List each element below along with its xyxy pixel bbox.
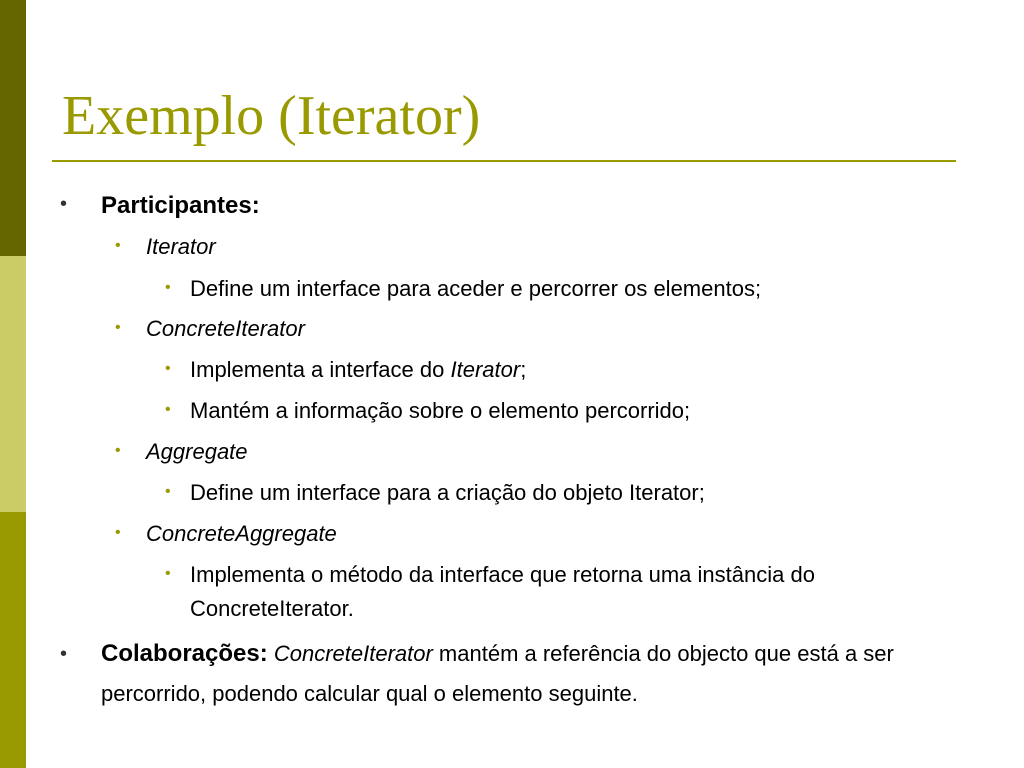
collaborations-heading: Colaborações: <box>101 640 268 667</box>
title-underline <box>52 160 956 162</box>
bullet-level2: • <box>115 237 121 254</box>
collaborations-text: mantém a referência do objecto que está a ser <box>432 641 894 666</box>
bullet-level3: • <box>165 565 171 582</box>
participant-detail: Mantém a informação sobre o elemento percorrido; <box>190 398 691 423</box>
participant-name-iterator: Iterator <box>146 234 216 259</box>
participant-name-aggregate: Aggregate <box>146 439 248 464</box>
detail-text-end: ; <box>520 357 527 382</box>
bullet-level3: • <box>165 483 171 500</box>
bullet-level3: • <box>165 360 171 377</box>
participants-heading: Participantes: <box>101 192 260 219</box>
sidebar-block-mid <box>0 512 26 768</box>
sidebar-block-dark <box>0 0 26 256</box>
detail-emphasis: Iterator <box>450 357 521 382</box>
participant-detail <box>190 357 526 383</box>
sidebar-decoration <box>0 0 26 768</box>
collaborations-line <box>101 640 894 668</box>
sidebar-block-light <box>0 256 26 512</box>
participant-detail-continued: ConcreteIterator. <box>190 596 354 621</box>
collaborations-line-2: percorrido, podendo calcular qual o elemento seguinte. <box>101 681 638 706</box>
participant-detail: Define um interface para a criação do objeto Iterator; <box>190 480 705 505</box>
bullet-level2: • <box>115 319 121 336</box>
participant-detail: Implementa o método da interface que retorna uma instância do <box>190 562 815 587</box>
bullet-level3: • <box>165 279 171 296</box>
participant-name-concreteaggregate: ConcreteAggregate <box>146 521 337 546</box>
bullet-level2: • <box>115 442 121 459</box>
participant-detail: Define um interface para aceder e percorrer os elementos; <box>190 276 762 301</box>
slide-title: Exemplo (Iterator) <box>62 85 481 147</box>
collaborations-subject: ConcreteIterator <box>273 641 433 666</box>
detail-text: Implementa a interface do <box>190 357 451 382</box>
bullet-level3: • <box>165 401 171 418</box>
bullet-level1: • <box>60 193 68 215</box>
bullet-level2: • <box>115 524 121 541</box>
bullet-level1: • <box>60 643 68 665</box>
participant-name-concreteiterator: ConcreteIterator <box>146 316 305 341</box>
